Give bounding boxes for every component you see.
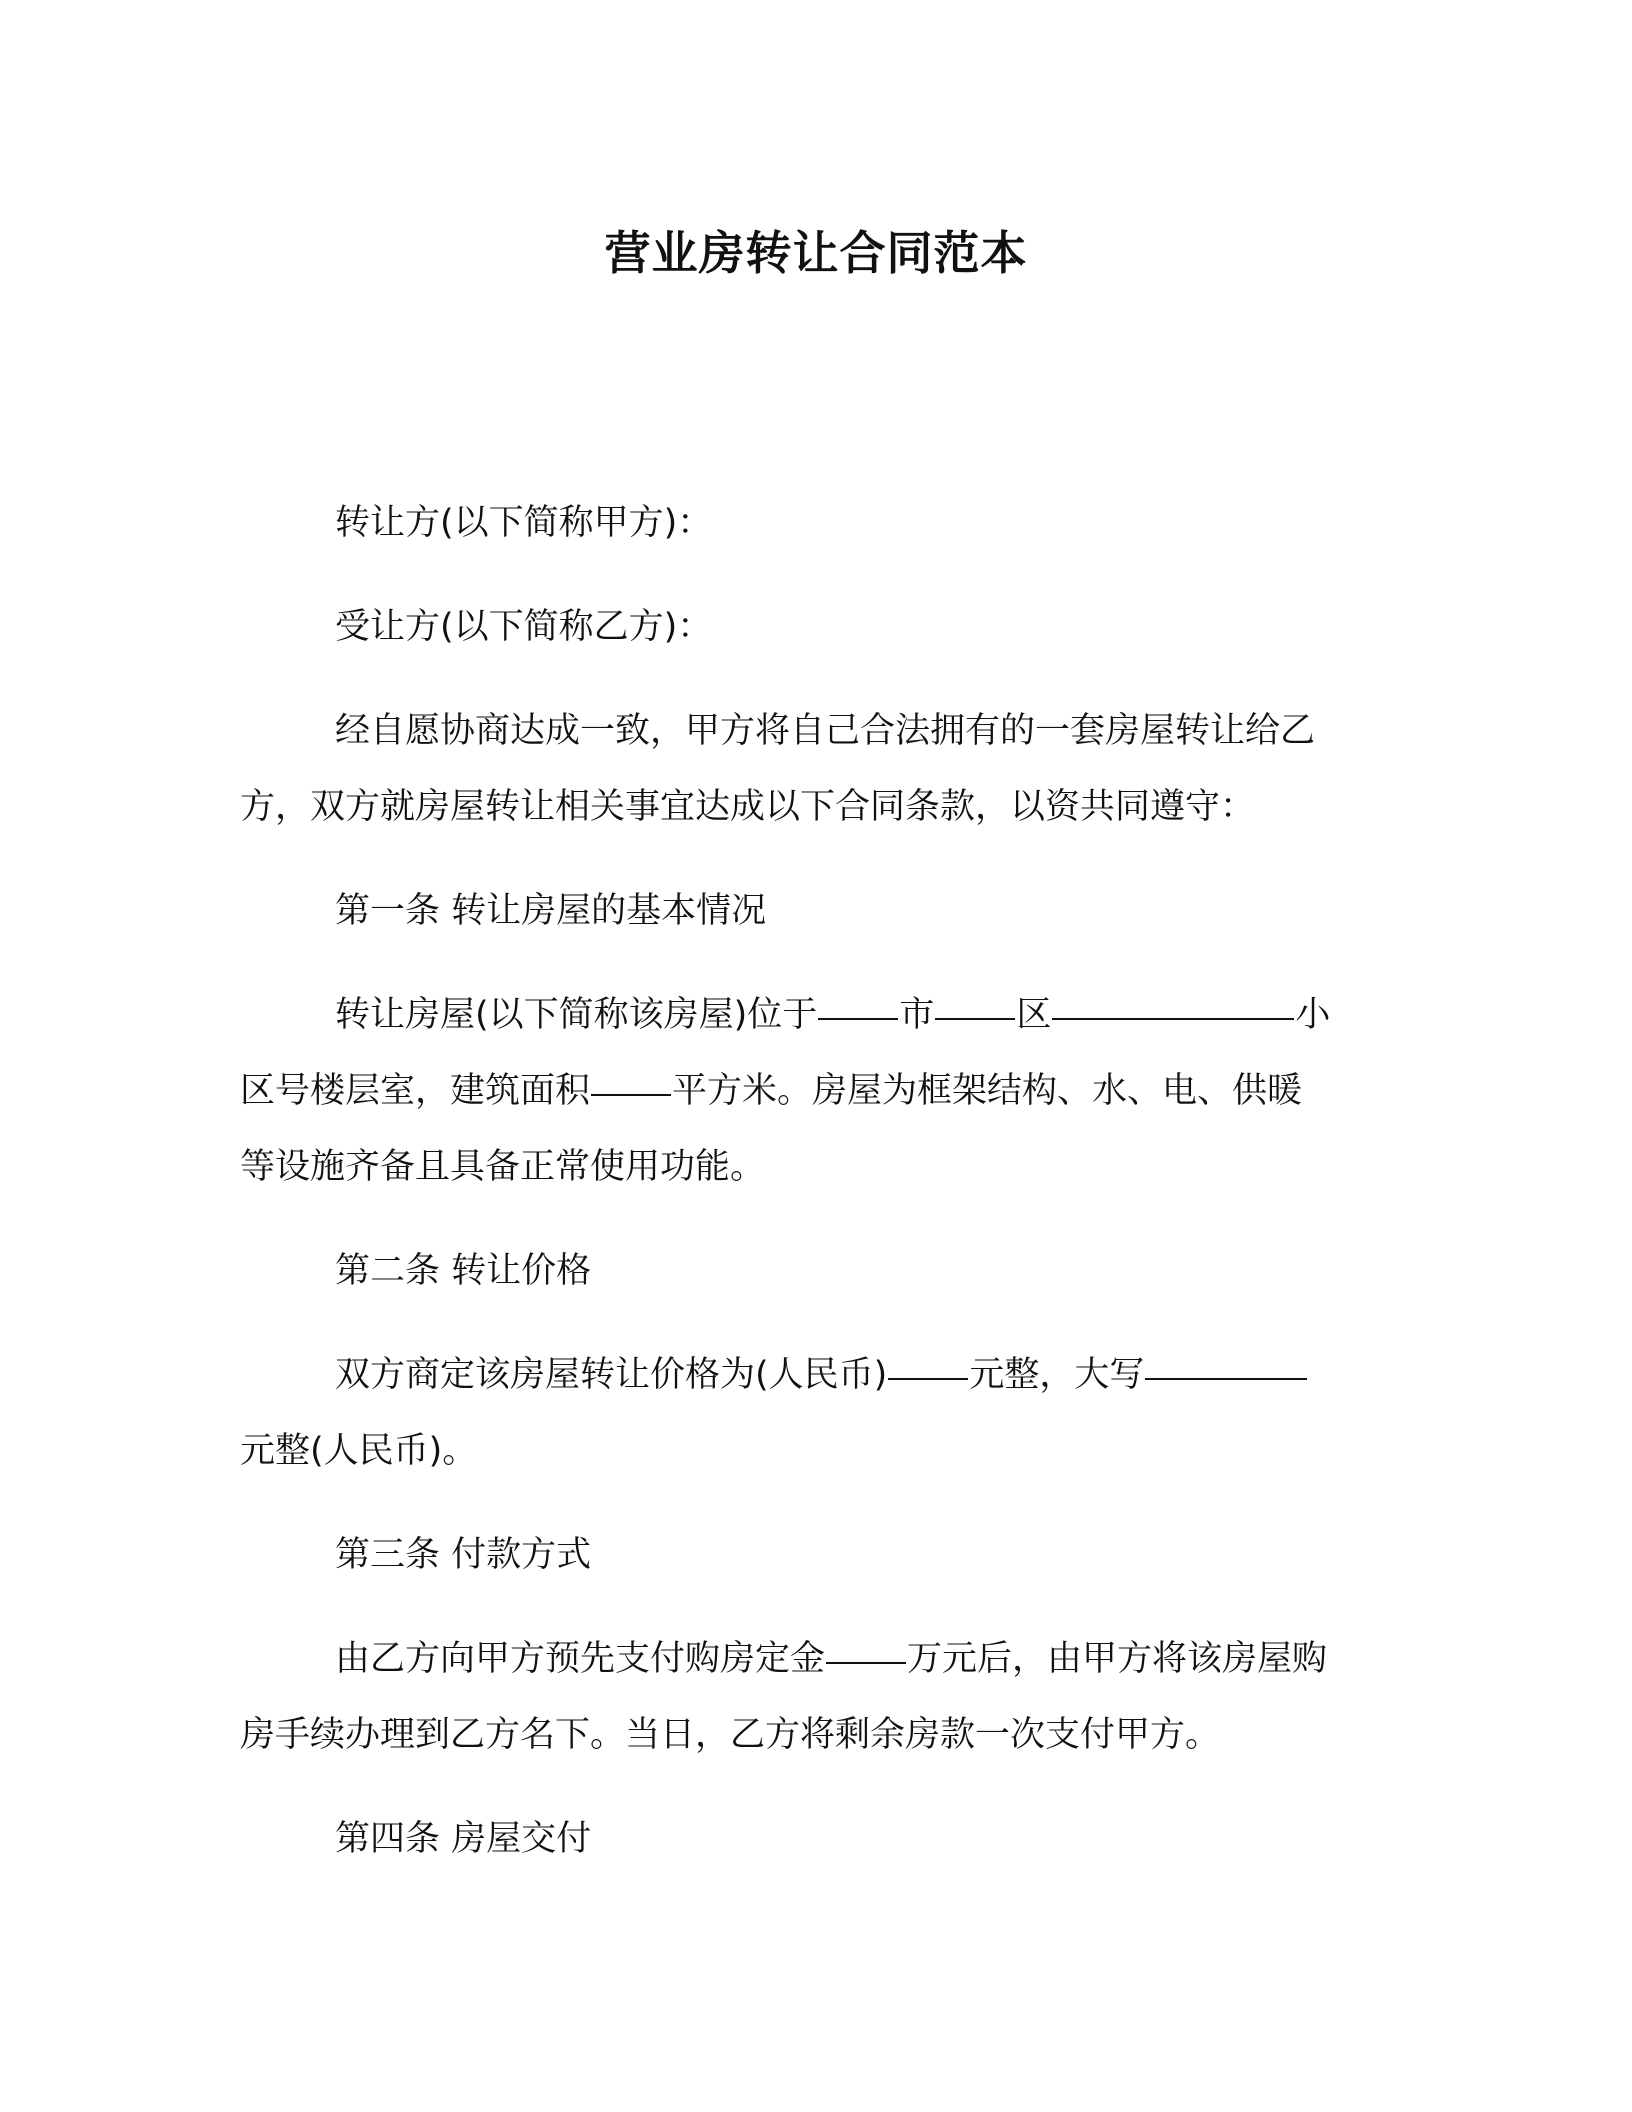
document-body — [240, 485, 1392, 1877]
price-capital-blank — [1145, 1344, 1307, 1380]
transferee-line: 受让方(以下简称乙方)： — [335, 607, 713, 647]
district-blank — [935, 984, 1015, 1020]
article-1-heading: 第一条 转让房屋的基本情况 — [335, 891, 767, 931]
article-4-heading: 第四条 房屋交付 — [335, 1819, 592, 1859]
article-1-line-2 — [240, 1053, 1392, 1129]
article-1-text: 区 — [1016, 995, 1052, 1035]
article-1-text: 小 — [1295, 995, 1331, 1035]
deposit-blank — [826, 1628, 906, 1664]
article-1-line-1 — [240, 977, 1392, 1053]
price-blank — [888, 1344, 968, 1380]
article-3-heading: 第三条 付款方式 — [335, 1535, 592, 1575]
article-1-text: 市 — [899, 995, 935, 1035]
article-1-line-3: 等设施齐备且具备正常使用功能。 — [240, 1147, 766, 1187]
article-1-text: 区号楼层室，建筑面积 — [240, 1071, 591, 1111]
preamble-line-1: 经自愿协商达成一致，甲方将自己合法拥有的一套房屋转让给乙 — [335, 711, 1316, 751]
article-2-text: 元整，大写 — [969, 1355, 1145, 1395]
article-2-line-2: 元整(人民币)。 — [240, 1431, 478, 1471]
article-2-heading: 第二条 转让价格 — [335, 1251, 592, 1291]
community-blank — [1052, 984, 1294, 1020]
article-1-text: 平方米。房屋为框架结构、水、电、供暖 — [672, 1071, 1303, 1111]
preamble-line-2: 方，双方就房屋转让相关事宜达成以下合同条款，以资共同遵守： — [240, 787, 1256, 827]
area-blank — [591, 1060, 671, 1096]
article-3-text: 由乙方向甲方预先支付购房定金 — [335, 1639, 826, 1679]
document-title: 营业房转让合同范本 — [604, 226, 1028, 280]
article-3-line-2: 房手续办理到乙方名下。当日，乙方将剩余房款一次支付甲方。 — [240, 1715, 1221, 1755]
city-blank — [818, 984, 898, 1020]
article-2-line-1 — [240, 1337, 1392, 1413]
article-3-line-1 — [240, 1621, 1392, 1697]
article-1-text: 转让房屋(以下简称该房屋)位于 — [335, 995, 818, 1035]
transferor-line: 转让方(以下简称甲方)： — [335, 503, 713, 543]
article-3-text: 万元后，由甲方将该房屋购 — [907, 1639, 1328, 1679]
article-2-text: 双方商定该房屋转让价格为(人民币) — [335, 1355, 888, 1395]
